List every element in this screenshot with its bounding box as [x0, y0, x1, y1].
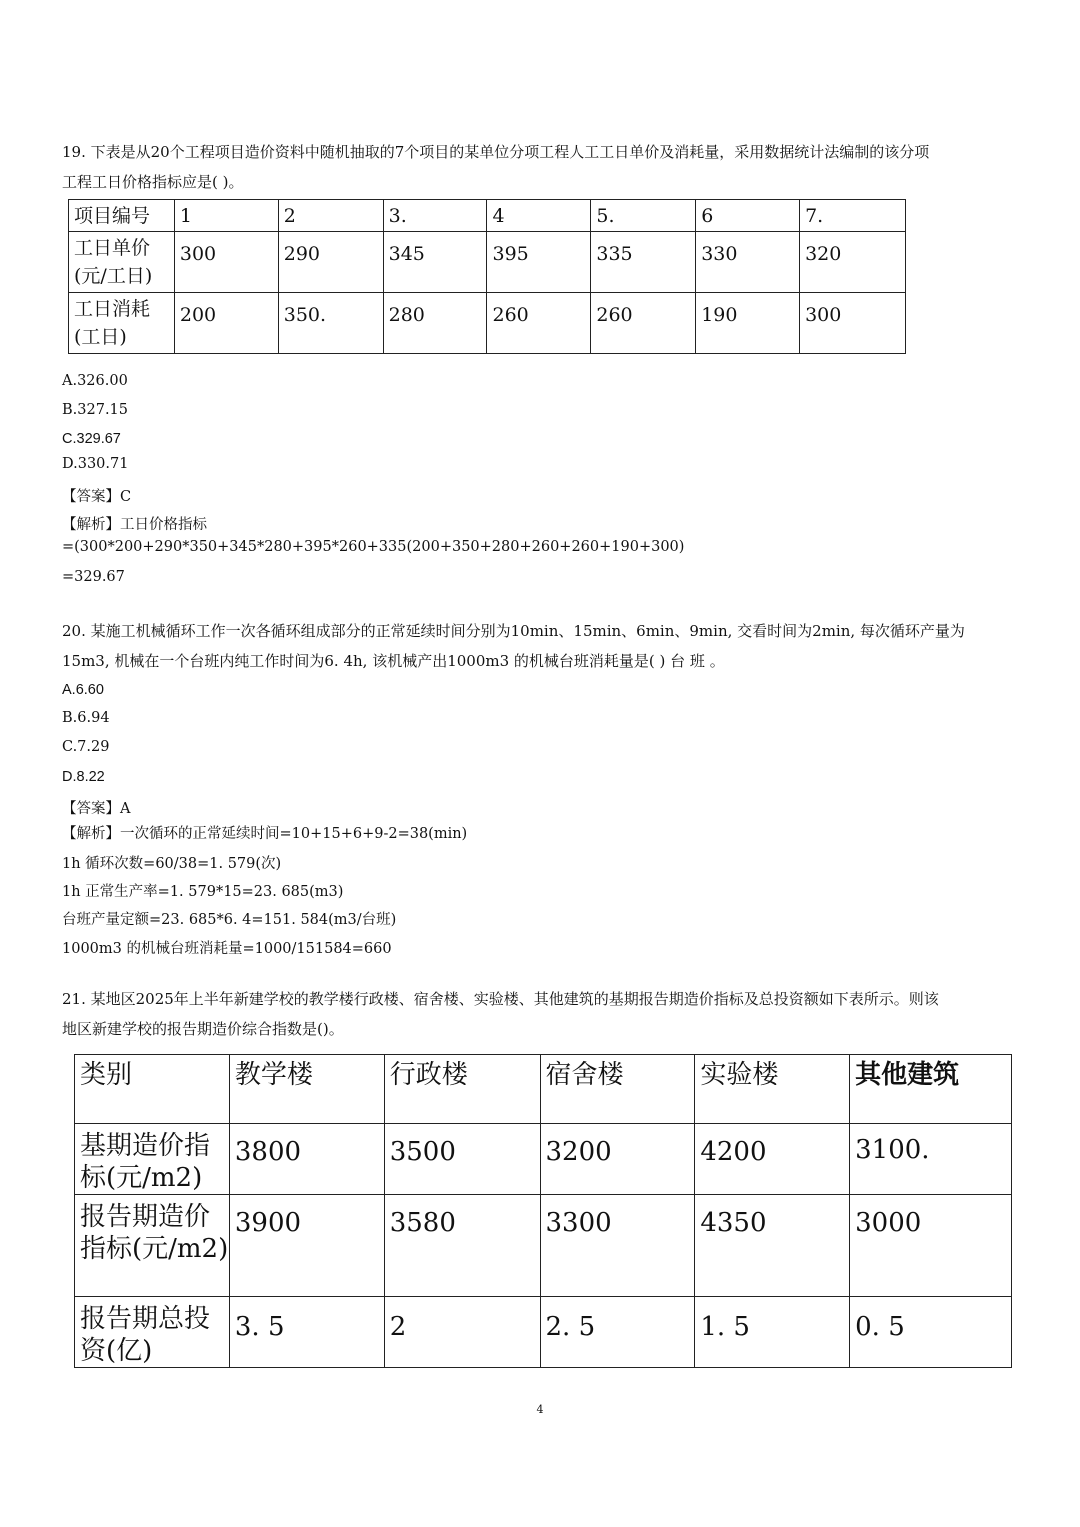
q21-stem-line2: 地区新建学校的报告期造价综合指数是()。: [62, 1020, 344, 1038]
table-cell: 190: [696, 293, 800, 354]
q19-option-a: A.326.00: [62, 373, 128, 389]
table-cell: 2. 5: [540, 1297, 695, 1368]
table-cell: 260: [591, 293, 696, 354]
q20-calc-line-2: 1h 正常生产率=1. 579*15=23. 685(m3): [62, 884, 344, 900]
table-cell: 260: [487, 293, 591, 354]
table-cell: 300: [174, 232, 278, 293]
table-cell: 基期造价指标(元/m2): [75, 1124, 230, 1195]
table-cell: 3. 5: [229, 1297, 384, 1368]
q20-option-d: D.8.22: [62, 769, 105, 785]
q20-option-a: A.6.60: [62, 682, 104, 698]
q20-calc-line-3: 台班产量定额=23. 685*6. 4=151. 584(m3/台班): [62, 912, 397, 928]
table-cell: 395: [487, 232, 591, 293]
table-cell: 200: [174, 293, 278, 354]
q19-stem: [62, 137, 1018, 197]
q19-answer: 【答案】C: [62, 489, 132, 505]
table-cell: 1. 5: [695, 1297, 850, 1368]
q19-stem-line1: 19. 下表是从20个工程项目造价资料中随机抽取的7个项目的某单位分项工程人工工日单价及消耗量，采用数据统计法编制的该分项: [62, 143, 930, 161]
table-cell: 290: [278, 232, 383, 293]
table-cell: 3800: [229, 1124, 384, 1195]
page-number: 4: [536, 1403, 544, 1416]
table-header-cell: 其他建筑: [850, 1055, 1012, 1124]
table-cell: 7.: [800, 200, 906, 232]
table-cell: 3300: [540, 1195, 695, 1297]
q20-stem: [62, 616, 1018, 676]
q21-table-row-report: [75, 1195, 1012, 1297]
table-cell: 4350: [695, 1195, 850, 1297]
table-cell: 335: [591, 232, 696, 293]
table-cell: 5.: [591, 200, 696, 232]
q21-table-row-investment: [75, 1297, 1012, 1368]
q21-stem: [62, 984, 1018, 1044]
table-header-cell: 宿舍楼: [540, 1055, 695, 1124]
table-header-cell: 教学楼: [229, 1055, 384, 1124]
table-cell: 3580: [384, 1195, 540, 1297]
q20-answer: 【答案】A: [62, 801, 131, 817]
table-cell: 350.: [278, 293, 383, 354]
q20-analysis: 【解析】一次循环的正常延续时间=10+15+6+9-2=38(min): [62, 826, 468, 842]
q19-table-row-id: [69, 200, 906, 232]
table-cell: 2: [278, 200, 383, 232]
table-header-cell: 实验楼: [695, 1055, 850, 1124]
table-cell: 2: [384, 1297, 540, 1368]
table-header-cell: 类别: [75, 1055, 230, 1124]
table-cell: 3100.: [850, 1124, 1012, 1195]
table-cell: 3900: [229, 1195, 384, 1297]
table-cell: 3.: [383, 200, 487, 232]
q19-table-row-consumption: [69, 293, 906, 354]
q20-option-c: C.7.29: [62, 739, 110, 755]
table-cell: 报告期总投资(亿): [75, 1297, 230, 1368]
table-cell: 1: [174, 200, 278, 232]
table-cell: 280: [383, 293, 487, 354]
table-cell: 项目编号: [69, 200, 175, 232]
table-cell: 工日单价(元/工日): [69, 232, 175, 293]
q20-stem-line2: 15m3, 机械在一个台班内纯工作时间为6. 4h, 该机械产出1000m3 的机械台班消耗量是( ) 台 班 。: [62, 652, 725, 670]
q19-option-b: B.327.15: [62, 402, 129, 418]
q19-result: =329.67: [62, 569, 125, 585]
q20-calc-line-1: 1h 循环次数=60/38=1. 579(次): [62, 856, 282, 872]
q21-table-row-base: [75, 1124, 1012, 1195]
q19-option-c: C.329.67: [62, 431, 121, 447]
table-cell: 345: [383, 232, 487, 293]
q19-table-row-price: [69, 232, 906, 293]
table-cell: 6: [696, 200, 800, 232]
q19-formula: =(300*200+290*350+345*280+395*260+335(200+350+280+260+260+190+300): [62, 539, 685, 555]
table-cell: 3200: [540, 1124, 695, 1195]
table-cell: 工日消耗(工日): [69, 293, 175, 354]
q19-stem-line2: 工程工日价格指标应是( )。: [62, 173, 244, 191]
table-header-cell: 行政楼: [384, 1055, 540, 1124]
q19-option-d: D.330.71: [62, 456, 129, 472]
table-cell: 3500: [384, 1124, 540, 1195]
table-cell: 4: [487, 200, 591, 232]
table-cell: 3000: [850, 1195, 1012, 1297]
table-cell: 300: [800, 293, 906, 354]
q19-table: [68, 199, 906, 354]
table-cell: 330: [696, 232, 800, 293]
table-cell: 0. 5: [850, 1297, 1012, 1368]
q21-table-header-row: [75, 1055, 1012, 1124]
q21-table: [74, 1054, 1012, 1368]
table-cell: 4200: [695, 1124, 850, 1195]
table-cell: 报告期造价指标(元/m2): [75, 1195, 230, 1297]
q21-stem-line1: 21. 某地区2025年上半年新建学校的教学楼行政楼、宿舍楼、实验楼、其他建筑的基期报告期造价指标及总投资额如下表所示。则该: [62, 990, 939, 1008]
q19-analysis: 【解析】工日价格指标: [62, 517, 207, 533]
q20-stem-line1: 20. 某施工机械循环工作一次各循环组成部分的正常延续时间分别为10min、15min、6min、9min, 交看时间为2min, 每次循环产量为: [62, 622, 965, 640]
q20-calc-line-4: 1000m3 的机械台班消耗量=1000/151584=660: [62, 941, 392, 957]
q20-option-b: B.6.94: [62, 710, 110, 726]
table-cell: 320: [800, 232, 906, 293]
